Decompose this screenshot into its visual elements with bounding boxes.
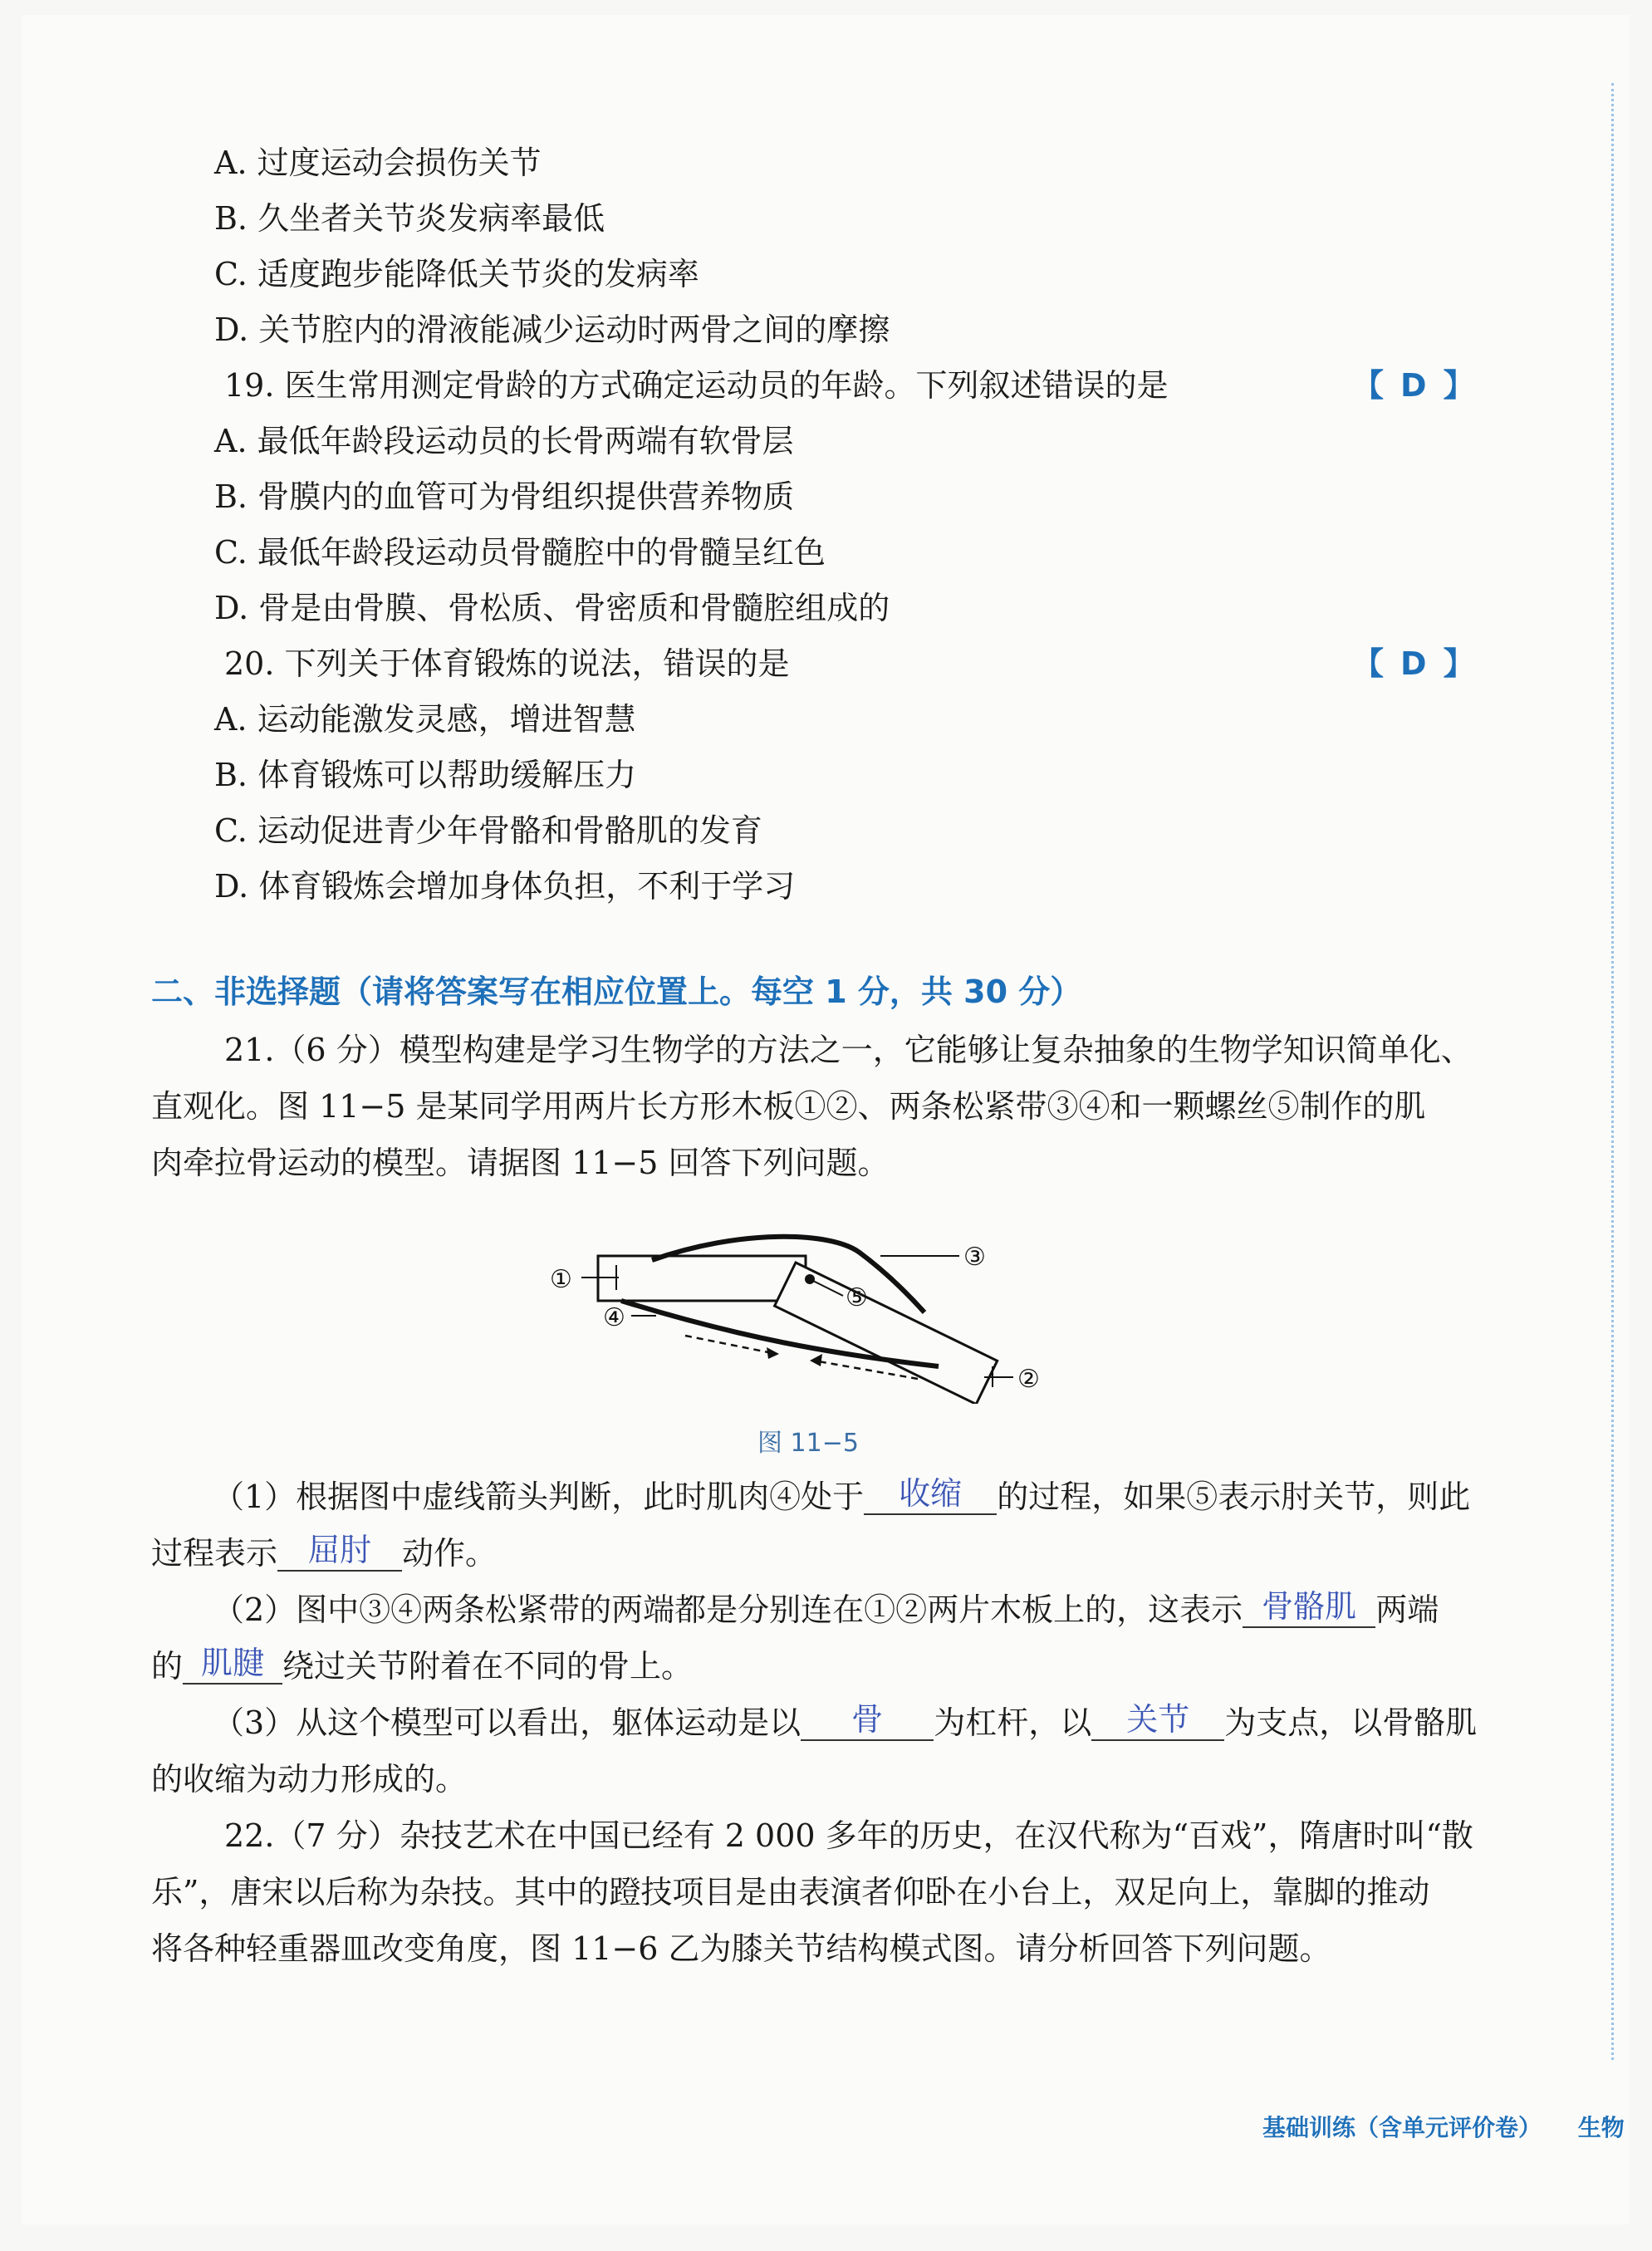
q21-part1-text-c: 过程表示 [151, 1535, 278, 1572]
q20-option-b: B. 体育锻炼可以帮助缓解压力 [214, 757, 637, 793]
board-1 [598, 1256, 806, 1301]
q21-part3-text-b: 为杠杆，以 [934, 1704, 1092, 1741]
q21-part3-text-c: 为支点，以骨骼肌 [1224, 1704, 1478, 1741]
q21-part1-text-b: 的过程，如果⑤表示肘关节，则此 [997, 1479, 1471, 1515]
label-3: ③ [963, 1243, 986, 1272]
q18-option-a: A. 过度运动会损伤关节 [214, 145, 542, 181]
q20-option-c: C. 运动促进青少年骨骼和骨骼肌的发育 [214, 812, 762, 849]
q19-option-b: B. 骨膜内的血管可为骨组织提供营养物质 [214, 478, 795, 515]
q21-part2-text-c: 的 [151, 1648, 184, 1685]
q18-option-c: C. 适度跑步能降低关节炎的发病率 [214, 256, 699, 292]
q22-line-2: 乐”，唐宋以后称为杂技。其中的蹬技项目是由表演者仰卧在小台上，双足向上，靠脚的推动 [151, 1874, 1430, 1910]
q21-line-3: 肉牵拉骨运动的模型。请据图 11−5 回答下列问题。 [151, 1145, 890, 1181]
q20-answer-bracket [1352, 644, 1480, 684]
q21-part2-line2 [151, 1646, 693, 1688]
q20-answer: D [1400, 645, 1432, 682]
q21-part2-line1 [213, 1590, 1439, 1631]
bracket-close: 】 [1443, 367, 1480, 404]
label-5: ⑤ [846, 1283, 868, 1312]
answer-blank-bone: 骨 [801, 1699, 934, 1741]
bracket-open: 【 [1352, 367, 1390, 404]
q19-option-c: C. 最低年龄段运动员骨髓腔中的骨髓呈红色 [214, 534, 826, 571]
answer-blank-flex-elbow: 屈肘 [277, 1530, 402, 1572]
answer-blank-tendon: 肌腱 [183, 1643, 282, 1685]
q21-line-2: 直观化。图 11−5 是某同学用两片长方形木板①②、两条松紧带③④和一颗螺丝⑤制作的肌 [151, 1088, 1426, 1125]
q21-part3-text-a: （3）从这个模型可以看出，躯体运动是以 [213, 1704, 801, 1741]
bracket-open: 【 [1352, 645, 1390, 682]
arrow-right-icon [767, 1347, 779, 1359]
q21-part1-text-d: 动作。 [402, 1535, 498, 1572]
q19-answer-bracket [1352, 365, 1480, 405]
page-footer [1262, 2110, 1625, 2143]
q21-part2-text-b: 两端 [1375, 1591, 1439, 1628]
answer-blank-skeletal-muscle: 骨骼肌 [1243, 1586, 1375, 1628]
q22-line-3: 将各种轻重器皿改变角度，图 11−6 乙为膝关节结构模式图。请分析回答下列问题。 [151, 1930, 1331, 1967]
arrow-left-icon [810, 1354, 822, 1366]
margin-divider [1611, 83, 1614, 2060]
q21-part3-line2: 的收缩为动力形成的。 [151, 1761, 468, 1797]
q21-part2-text-a: （2）图中③④两条松紧带的两端都是分别连在①②两片木板上的，这表示 [213, 1591, 1243, 1628]
footer-book-title: 基础训练（含单元评价卷） [1262, 2114, 1542, 2141]
figure-11-5 [532, 1213, 1071, 1404]
q19-stem: 19. 医生常用测定骨龄的方式确定运动员的年龄。下列叙述错误的是 [224, 367, 1169, 404]
q21-part1-text-a: （1）根据图中虚线箭头判断，此时肌肉④处于 [213, 1479, 865, 1515]
section-title: 二、非选择题（请将答案写在相应位置上。每空 1 分，共 30 分） [151, 973, 1082, 1010]
answer-blank-joint: 关节 [1091, 1699, 1224, 1741]
q20-stem: 20. 下列关于体育锻炼的说法，错误的是 [224, 645, 790, 682]
q21-part2-text-d: 绕过关节附着在不同的骨上。 [282, 1648, 694, 1685]
q18-option-b: B. 久坐者关节炎发病率最低 [214, 200, 605, 237]
q21-part3-line1 [213, 1703, 1477, 1744]
q20-option-d: D. 体育锻炼会增加身体负担，不利于学习 [214, 868, 796, 905]
figure-caption: 图 11−5 [757, 1429, 859, 1458]
q21-line-1: 21.（6 分）模型构建是学习生物学的方法之一，它能够让复杂抽象的生物学知识简单化、 [224, 1032, 1473, 1068]
label-2: ② [1017, 1365, 1040, 1394]
label-4: ④ [603, 1303, 625, 1332]
q19-answer: D [1400, 367, 1432, 404]
q19-option-d: D. 骨是由骨膜、骨松质、骨密质和骨髓腔组成的 [214, 590, 890, 626]
q20-option-a: A. 运动能激发灵感，增进智慧 [214, 701, 636, 738]
footer-subject: 生物 [1577, 2114, 1625, 2141]
q18-option-d: D. 关节腔内的滑液能减少运动时两骨之间的摩擦 [214, 311, 890, 348]
q21-part1-line2 [151, 1533, 497, 1575]
answer-blank-contraction: 收缩 [864, 1474, 997, 1515]
bracket-close: 】 [1443, 645, 1480, 682]
q19-option-a: A. 最低年龄段运动员的长骨两端有软骨层 [214, 423, 794, 459]
label-1: ① [550, 1265, 572, 1294]
q21-part1-line1 [213, 1477, 1470, 1518]
q22-line-1: 22.（7 分）杂技艺术在中国已经有 2 000 多年的历史，在汉代称为“百戏”，隋唐时叫“散 [224, 1817, 1473, 1854]
